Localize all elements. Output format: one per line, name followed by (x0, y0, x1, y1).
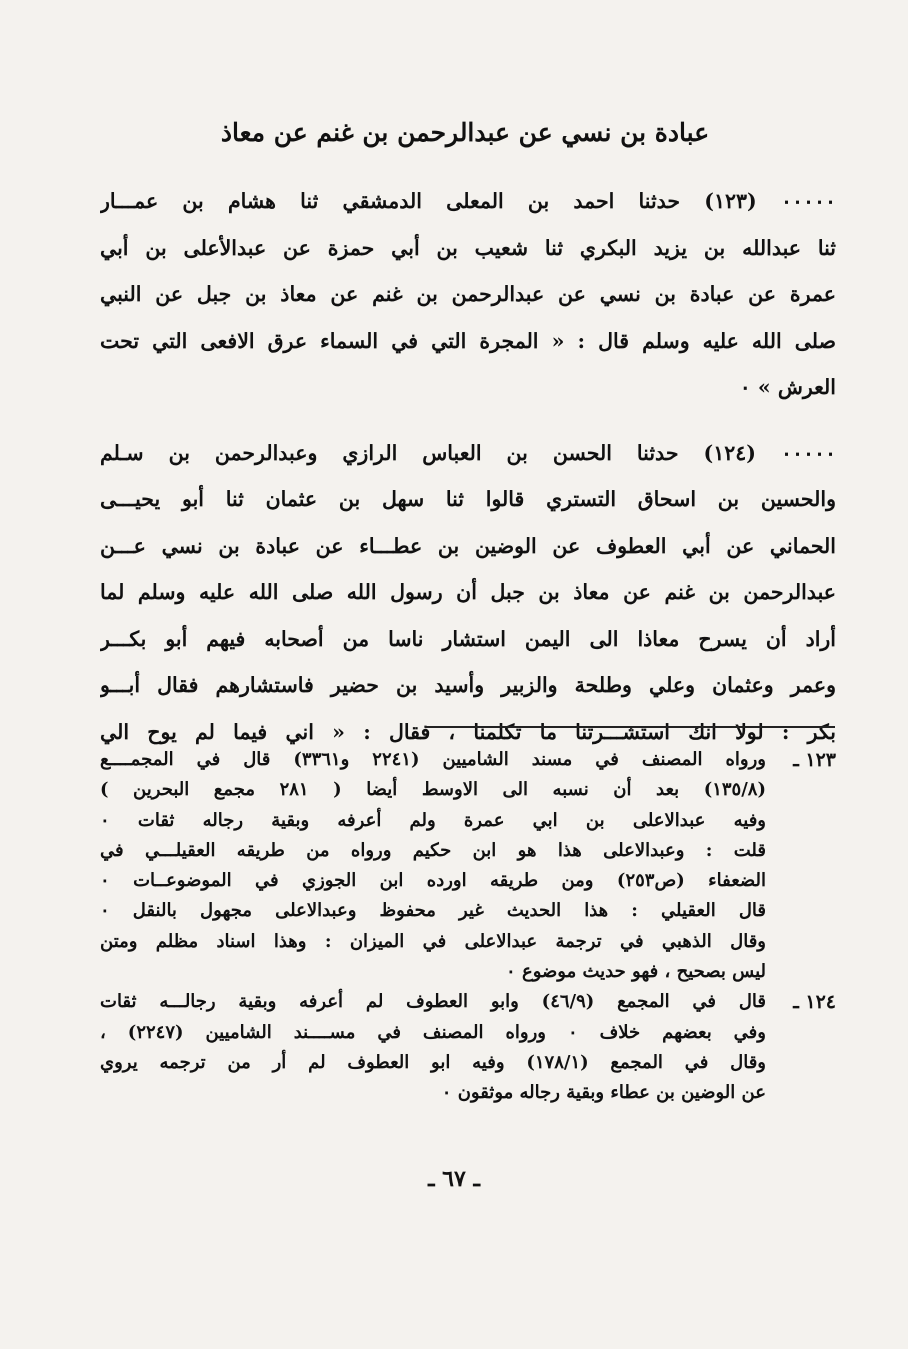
text-line: والحسين بن اسحاق التستري قالوا ثنا سهل بن عثمان ثنا أبو يحيـــى (100, 487, 836, 511)
footnote-line: ليس بصحيح ، فهو حديث موضوع ٠ (506, 961, 766, 983)
text-line: أراد أن يسرح معاذا الى اليمن استشار ناسا من أصحابه فيهم أبو بكـــر (100, 626, 836, 651)
hadith-paragraph-123 (100, 178, 836, 411)
footnote-line: قال العقيلي : هذا الحديث غير محفوظ وعبدالاعلى مجهول بالنقل ٠ (100, 900, 766, 922)
page-heading: عبادة بن نسي عن عبدالرحمن بن غنم عن معاذ (220, 118, 710, 147)
paragraph-spacer (100, 411, 836, 430)
footnote-line: قلت : وعبدالاعلى هذا هو ابن حكيم ورواه من طريقه العقيلـــي في (100, 839, 766, 861)
text-line: العرش » ٠ (739, 375, 836, 399)
footnote-line: وفيه عبدالاعلى بن ابي عمرة ولم أعرفه وبقية رجاله ثقات ٠ (100, 809, 766, 831)
text-line: وعمر وعثمان وعلي وطلحة والزبير وأسيد بن حضير فاستشارهم فقال أبـــو (100, 673, 836, 697)
footnote-line: قال في المجمع (٤٦/٩) وابو العطوف لم أعرفه وبقية رجالـــه ثقات (100, 991, 766, 1013)
main-text (100, 178, 836, 755)
footnote-line: عن الوضين بن عطاء وبقية رجاله موثقون ٠ (441, 1082, 766, 1104)
footnote-124 (100, 987, 836, 1108)
footnote-line: الضعفاء (ص٢٥٣) ومن طريقه اورده ابن الجوزي في الموضوعــات ٠ (100, 870, 766, 892)
text-line: صلى الله عليه وسلم قال : « المجرة التي في السماء عرق الافعى التي تحت (100, 328, 836, 353)
footnote-number: ١٢٤ ـ (793, 991, 836, 1014)
footnote-line: وقال الذهبي في ترجمة عبدالاعلى في الميزان : وهذا اسناد مظلم ومتن (100, 930, 766, 952)
footnote-line: وفي بعضهم خلاف ٠ ورواه المصنف في مســــند الشاميين (٢٢٤٧) ، (100, 1021, 766, 1043)
footnote-123 (100, 745, 836, 987)
footnote-line: (١٣٥/٨) بعد أن نسبه الى الاوسط أيضا ( ٢٨١ مجمع البحرين ) (100, 779, 766, 801)
text-line: الحماني عن أبي العطوف عن الوضين بن عطـــاء عن عبادة بن نسي عـــن (100, 533, 836, 558)
footnote-divider (425, 726, 835, 728)
hadith-paragraph-124 (100, 430, 836, 756)
footnote-body (100, 987, 766, 1108)
page-number: ـ ٦٧ ـ (428, 1166, 480, 1192)
text-line: ثنا عبدالله بن يزيد البكري ثنا شعيب بن أبي حمزة عن عبدالأعلى بن أبي (100, 235, 836, 260)
footnote-line: وقال في المجمع (١٧٨/١) وفيه ابو العطوف لم أر من ترجمه يروي (100, 1051, 766, 1073)
text-line: ٠٠٠٠٠ (١٢٣) حدثنا احمد بن المعلى الدمشقي ثنا هشام بن عمـــار (100, 189, 836, 213)
text-line: ٠٠٠٠٠ (١٢٤) حدثنا الحسن بن العباس الرازي وعبدالرحمن بن سـلم (100, 440, 836, 465)
footnote-line: ورواه المصنف في مسند الشاميين (٢٢٤١ و٣٣٦١) قال في المجمــــع (100, 749, 766, 770)
footnote-number: ١٢٣ ـ (793, 749, 836, 771)
text-line: عمرة عن عبادة بن نسي عن عبدالرحمن بن غنم عن معاذ بن جبل عن النبي (100, 282, 836, 306)
text-line: بكر : لولا انك استشـــرتنا ما تكلمنا ، فقال : « اني فيما لم يوح الي (100, 719, 836, 744)
text-line: عبدالرحمن بن غنم عن معاذ بن جبل أن رسول الله صلى الله عليه وسلم لما (100, 580, 836, 604)
footnote-body (100, 745, 766, 987)
footnotes (100, 745, 836, 1109)
